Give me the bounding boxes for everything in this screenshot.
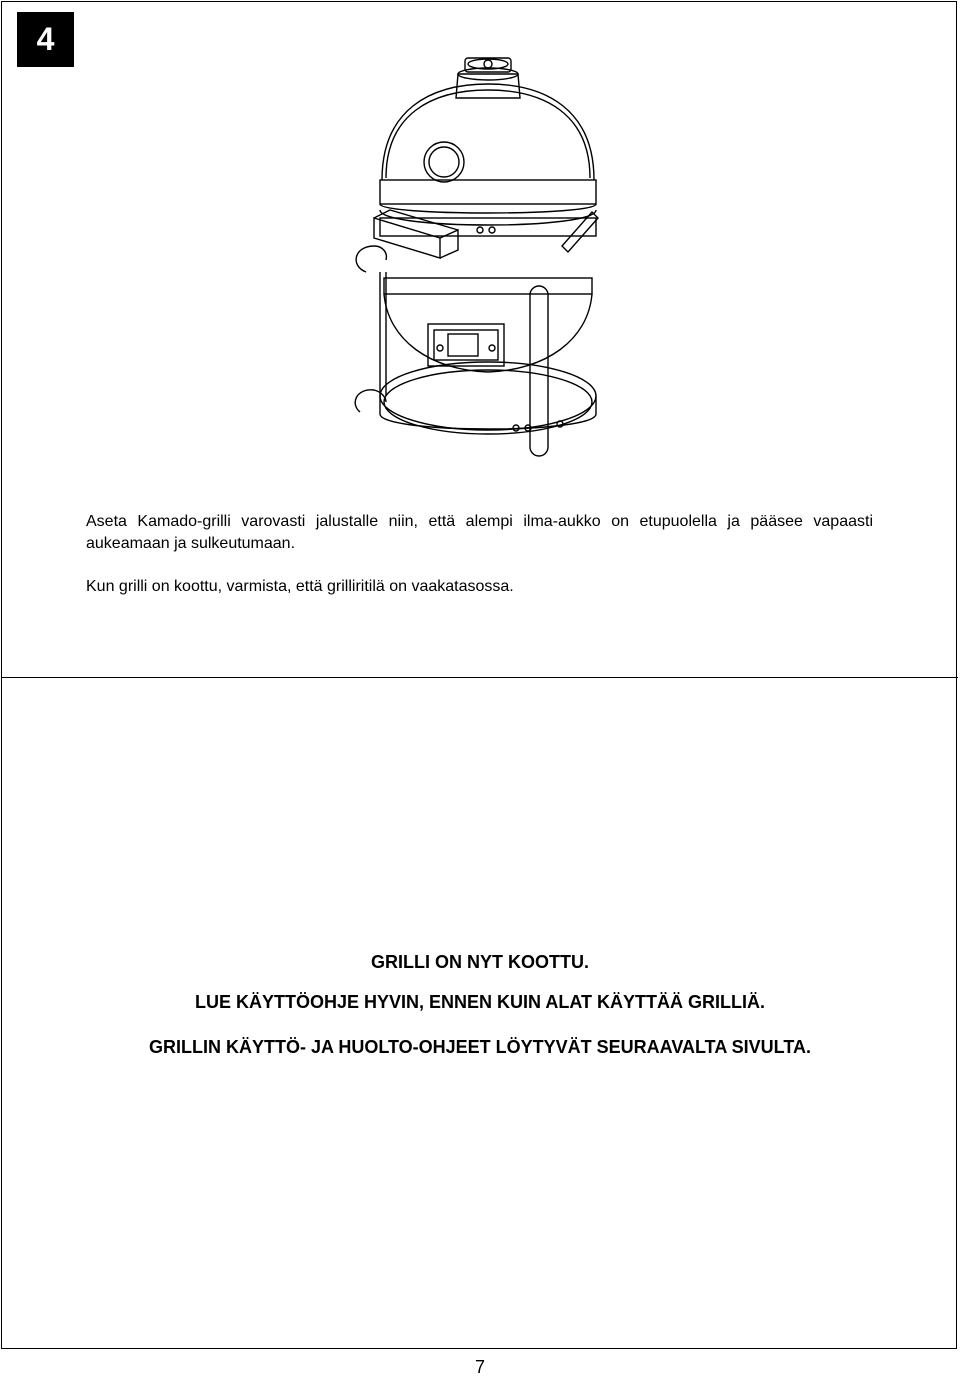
notice-next-page: GRILLIN KÄYTTÖ- JA HUOLTO-OHJEET LÖYTYVÄT SEURAAVALTA SIVULTA. (149, 1037, 811, 1057)
step-number-badge: 4 (17, 12, 74, 67)
notice-assembled: GRILLI ON NYT KOOTTU. (371, 952, 589, 972)
section-divider (1, 677, 958, 678)
instruction-paragraph-2: Kun grilli on koottu, varmista, että grilliritilä on vaakatasossa. (86, 578, 514, 595)
page-number: 7 (474, 1357, 485, 1377)
kamado-grill-illustration (340, 40, 630, 470)
notice-read-manual: LUE KÄYTTÖOHJE HYVIN, ENNEN KUIN ALAT KÄYTTÄÄ GRILLIÄ. (194, 992, 765, 1012)
instruction-paragraph-1: Aseta Kamado-grilli varovasti jalustalle niin, että alempi ilma-aukko on etupuolella ja pääsee vapaasti aukeamaan ja sulkeutumaan. (86, 513, 873, 552)
